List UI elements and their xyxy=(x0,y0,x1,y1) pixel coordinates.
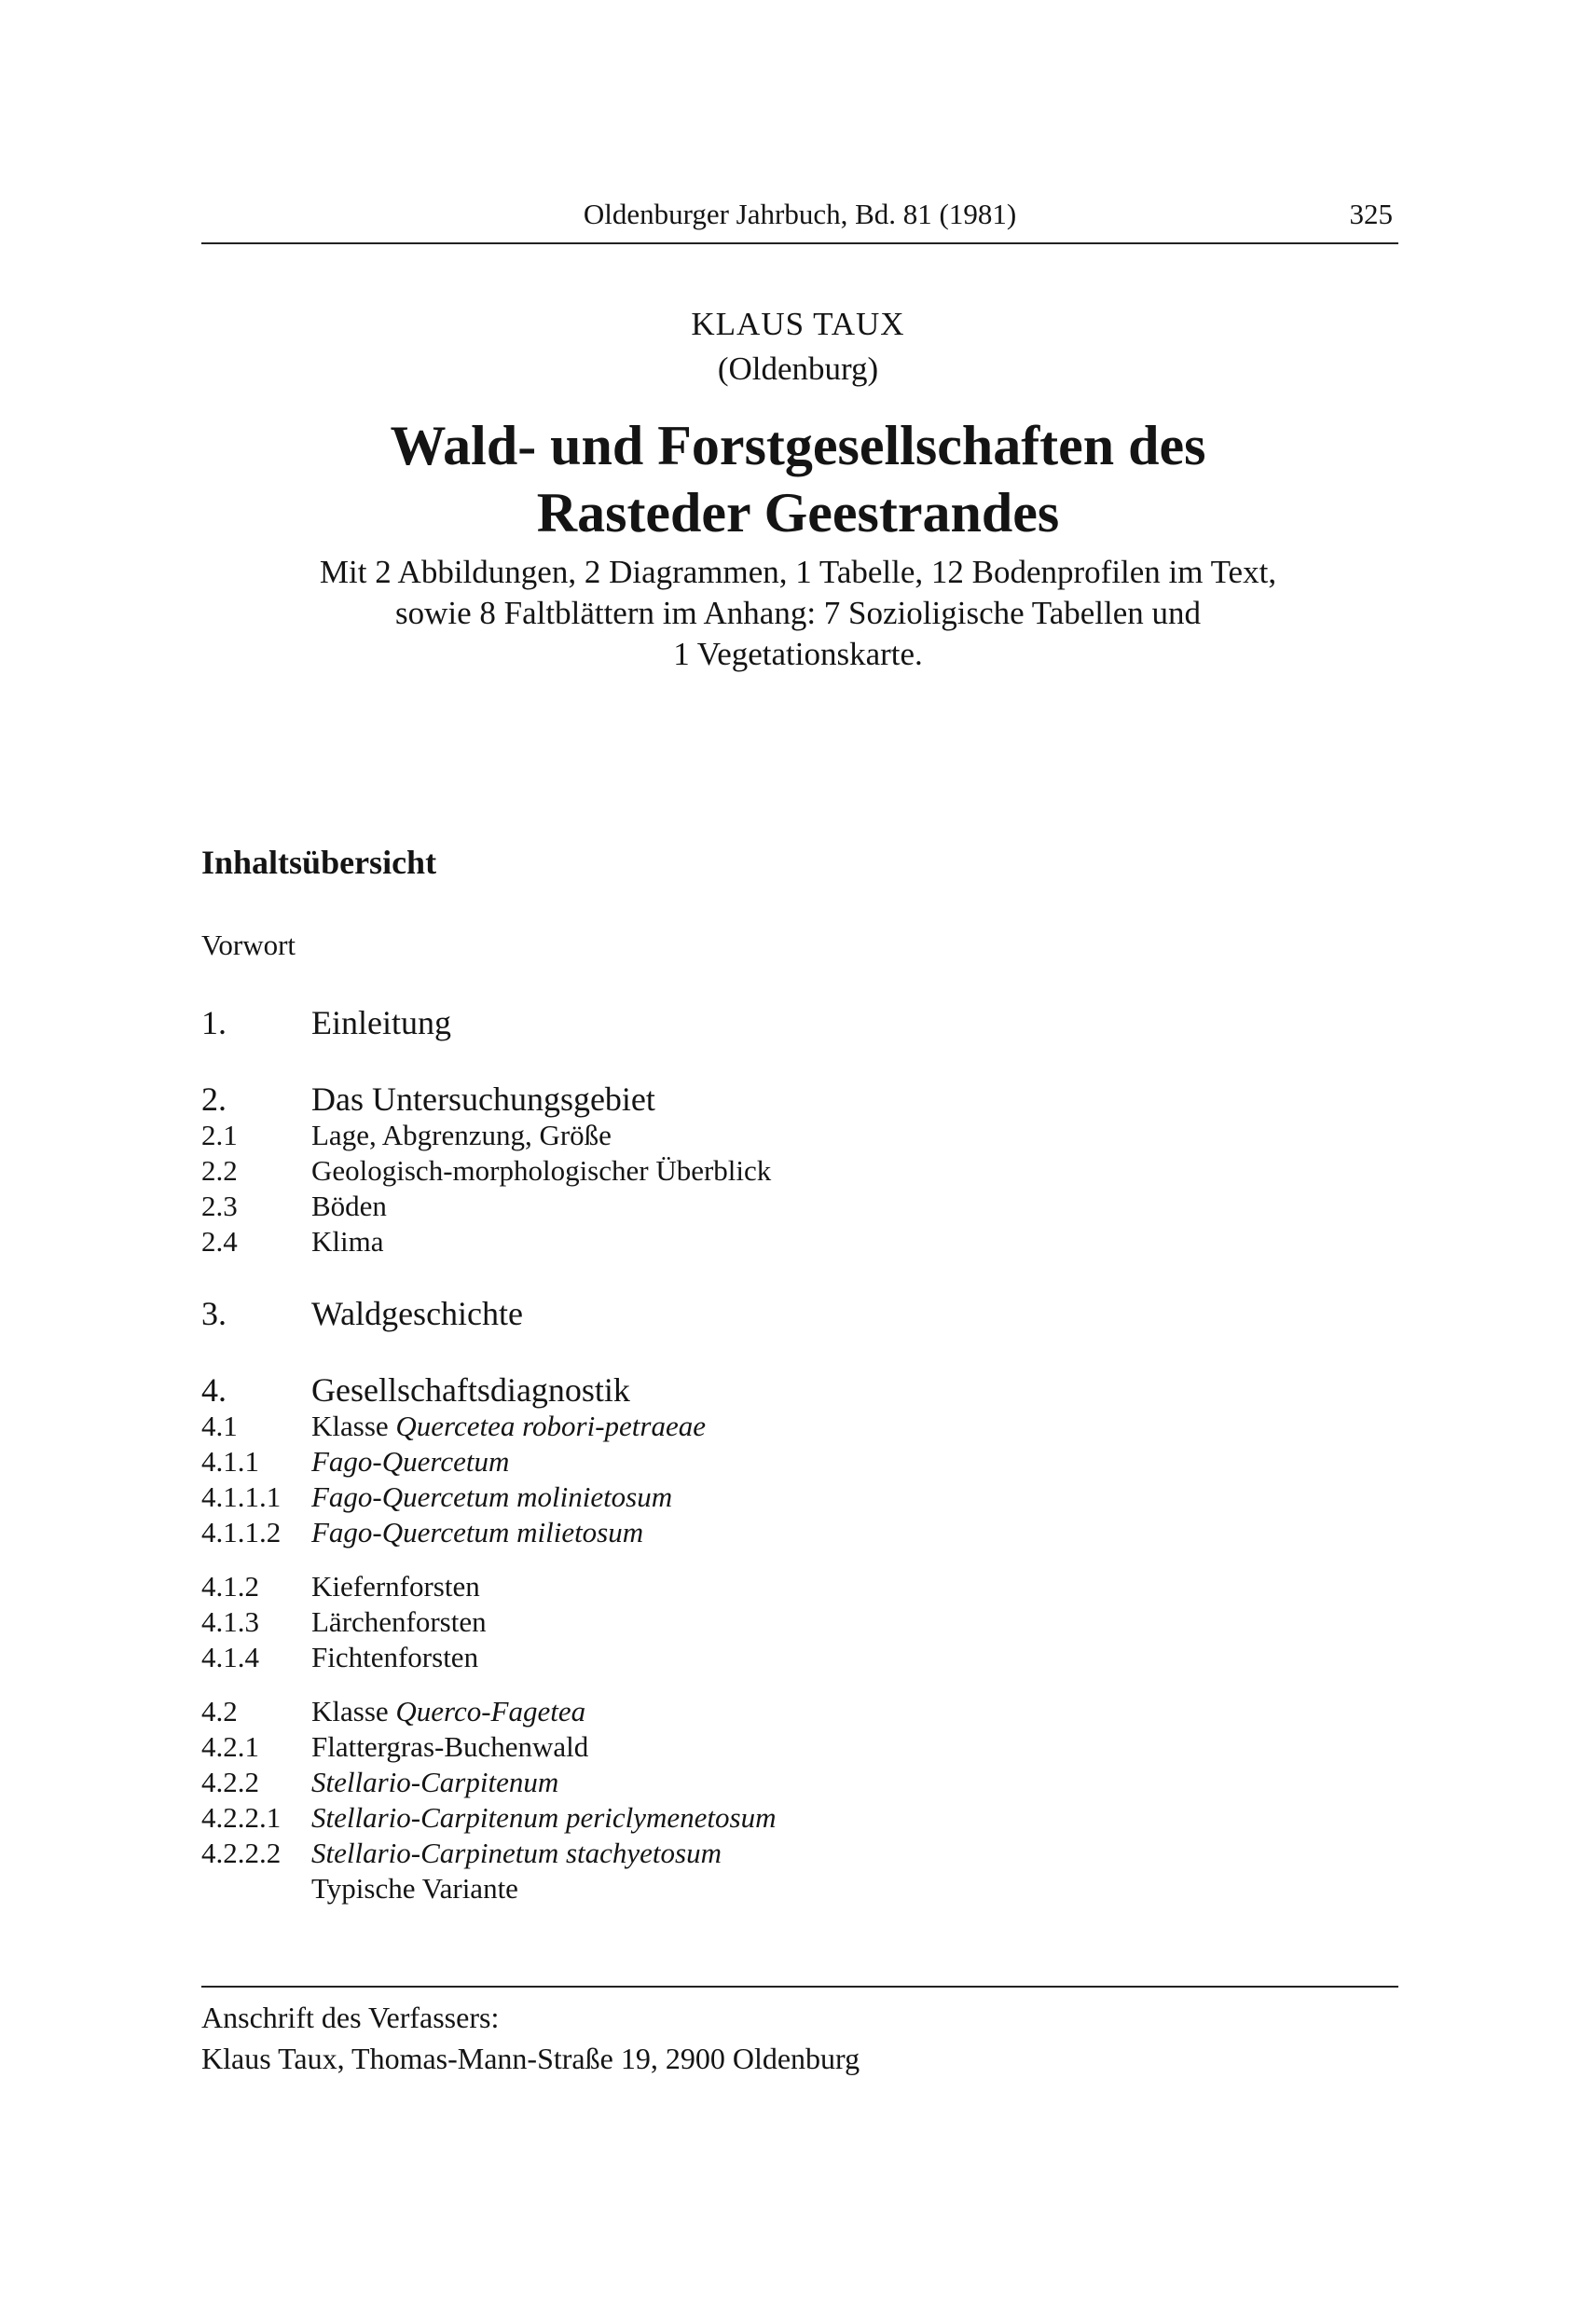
toc-item-title xyxy=(311,1605,487,1639)
toc-item-title xyxy=(311,1445,509,1479)
toc-item-number: 4.2.1 xyxy=(201,1730,259,1763)
toc-item-number: 4.1.4 xyxy=(201,1641,259,1673)
author-name: KLAUS TAUX xyxy=(691,306,905,342)
footnote-address: Klaus Taux, Thomas-Mann-Straße 19, 2900 Oldenburg xyxy=(201,2042,860,2075)
toc-item-text: Einleitung xyxy=(311,1004,451,1041)
toc-item-number: 4.1.1.2 xyxy=(201,1516,282,1548)
toc-item-text: Gesellschaftsdiagnostik xyxy=(311,1371,630,1409)
toc-item-number: 4.2.2.2 xyxy=(201,1837,282,1869)
toc-item-title xyxy=(311,1516,643,1549)
toc-item-prefix: Klasse xyxy=(311,1695,396,1727)
toc-item-title xyxy=(311,1154,771,1188)
footnote-rule xyxy=(201,1986,1398,1988)
author-affiliation: (Oldenburg) xyxy=(717,351,879,387)
toc-item-title xyxy=(311,1119,612,1152)
running-header xyxy=(201,194,1398,244)
toc-item-title xyxy=(311,1003,451,1042)
toc-item-taxon: Stellario-Carpitenum xyxy=(311,1766,559,1798)
title-line-1: Wald- und Forstgesellschaften des xyxy=(390,415,1206,476)
toc-item-number: 4.2.2.1 xyxy=(201,1801,282,1834)
toc-item-number: 1. xyxy=(201,1004,227,1041)
toc-item-title xyxy=(311,1370,630,1410)
toc-item-taxon: Stellario-Carpinetum stachyetosum xyxy=(311,1837,722,1869)
toc-item-text: Fichtenforsten xyxy=(311,1641,479,1673)
title-line-2: Rasteder Geestrandes xyxy=(536,482,1060,544)
toc-item-title xyxy=(311,1080,655,1119)
toc-item-number: 2.1 xyxy=(201,1119,238,1151)
toc-item-prefix: Klasse xyxy=(311,1410,396,1442)
toc-item-taxon: Fago-Quercetum milietosum xyxy=(311,1516,644,1548)
toc-item-text: Typische Variante xyxy=(311,1872,518,1905)
toc-item-number: 4. xyxy=(201,1371,227,1409)
toc-item-text: Klima xyxy=(311,1225,384,1258)
article-subtitle xyxy=(186,552,1410,675)
toc-item-taxon: Querco-Fagetea xyxy=(395,1695,586,1727)
toc-vorwort: Vorwort xyxy=(201,929,296,961)
toc-item-title xyxy=(311,1641,478,1674)
toc-item-title xyxy=(311,1801,777,1835)
toc-item-number: 2. xyxy=(201,1080,227,1118)
toc-item-taxon: Fago-Quercetum molinietosum xyxy=(311,1480,673,1513)
toc-item-number: 4.2.2 xyxy=(201,1766,259,1798)
toc-item-text: Flattergras-Buchenwald xyxy=(311,1730,589,1763)
footnote-label: Anschrift des Verfassers: xyxy=(201,2001,500,2034)
toc-item-title xyxy=(311,1766,558,1799)
toc-item-title xyxy=(311,1480,672,1514)
subtitle-line-1: Mit 2 Abbildungen, 2 Diagrammen, 1 Tabelle, 12 Bodenprofilen im Text, xyxy=(319,554,1277,590)
toc-item-number: 4.1.1 xyxy=(201,1445,259,1478)
toc-item-title xyxy=(311,1294,523,1333)
toc-item-title xyxy=(311,1872,518,1906)
toc-item-number: 4.2 xyxy=(201,1695,238,1727)
toc-item-number: 2.3 xyxy=(201,1190,238,1222)
toc-item-taxon: Quercetea robori-petraeae xyxy=(395,1410,706,1442)
toc-item-title xyxy=(311,1570,480,1603)
toc-item-number: 2.4 xyxy=(201,1225,238,1258)
toc-item-text: Geologisch-morphologischer Überblick xyxy=(311,1154,772,1187)
toc-item-number: 4.1.1.1 xyxy=(201,1480,282,1513)
toc-item-text: Waldgeschichte xyxy=(311,1295,524,1332)
toc-item-title xyxy=(311,1225,384,1259)
toc-heading: Inhaltsübersicht xyxy=(201,844,437,881)
page-number: 325 xyxy=(1349,198,1393,230)
toc-item-text: Böden xyxy=(311,1190,387,1222)
toc-item-taxon: Stellario-Carpitenum periclymenetosum xyxy=(311,1801,777,1834)
toc-item-number: 4.1.2 xyxy=(201,1570,259,1603)
toc-item-text: Lärchenforsten xyxy=(311,1605,487,1638)
toc-item-number: 4.1 xyxy=(201,1410,238,1442)
toc-item-number: 3. xyxy=(201,1295,227,1332)
toc-item-text: Kiefernforsten xyxy=(311,1570,480,1603)
toc-item-title xyxy=(311,1190,387,1223)
toc-item-text: Das Untersuchungsgebiet xyxy=(311,1080,655,1118)
article-title xyxy=(0,412,1596,546)
toc-item-taxon: Fago-Quercetum xyxy=(311,1445,510,1478)
toc-item-title xyxy=(311,1837,722,1870)
toc-item-number: 2.2 xyxy=(201,1154,238,1187)
toc-item-title xyxy=(311,1695,585,1728)
toc-item-text: Lage, Abgrenzung, Größe xyxy=(311,1119,612,1151)
toc-item-title xyxy=(311,1730,588,1764)
toc-item-title xyxy=(311,1410,706,1443)
journal-citation: Oldenburger Jahrbuch, Bd. 81 (1981) xyxy=(583,198,1017,230)
subtitle-line-2: sowie 8 Faltblättern im Anhang: 7 Sozioligische Tabellen und xyxy=(395,595,1201,631)
subtitle-line-3: 1 Vegetationskarte. xyxy=(673,636,923,672)
toc-item-number: 4.1.3 xyxy=(201,1605,259,1638)
